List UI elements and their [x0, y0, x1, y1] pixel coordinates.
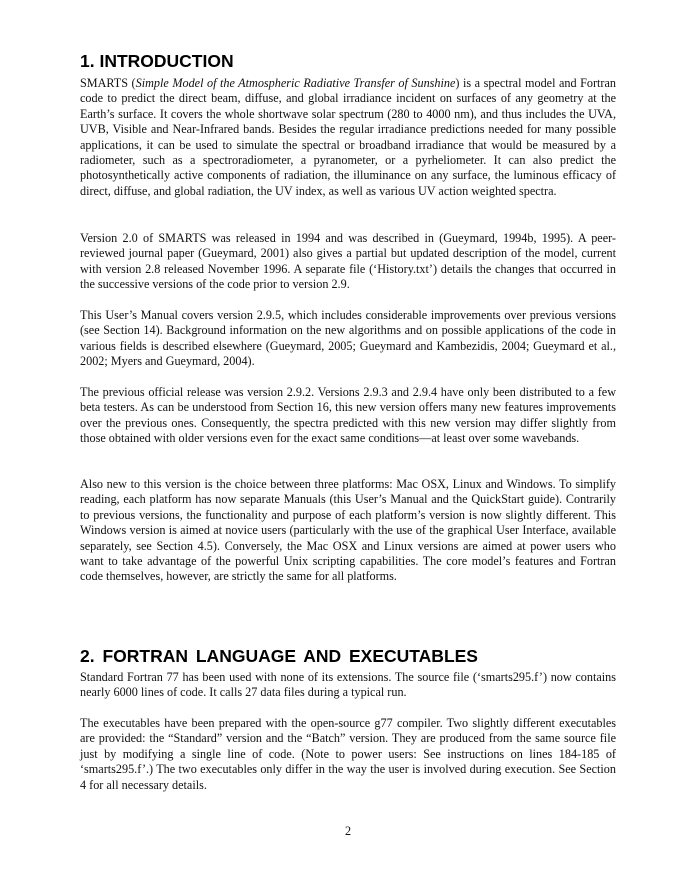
paragraph-fortran-1: Standard Fortran 77 has been used with none of its extensions. The source file (‘smarts295.f’) now contains nearly 6000 lines of code. It calls 27 data files during a typical run.: [80, 670, 616, 700]
section-heading-introduction: 1. INTRODUCTION: [80, 51, 234, 71]
paragraph-intro-2: Version 2.0 of SMARTS was released in 1994 and was described in (Gueymard, 1994b, 1995). A peer-reviewed journal paper (Gueymard, 2001) also gives a partial but updated description of the model, current with version 2.8 released November 1996. A separate file (‘History.txt’) details the changes that occurred in the successive versions of the code prior to version 2.9.: [80, 231, 616, 292]
paragraph-intro-3: This User’s Manual covers version 2.9.5, which includes considerable improvements over previous versions (see Section 14). Background information on the new algorithms and on possible applications of the code in various fields is described elsewhere (Gueymard, 2005; Gueymard and Kambezidis, 2004; Gueymard et al., 2002; Myers and Gueymard, 2004).: [80, 308, 616, 369]
paragraph-intro-4: The previous official release was version 2.9.2. Versions 2.9.3 and 2.9.4 have only been distributed to a few beta testers. As can be understood from Section 16, this new version offers many new features improvements over the previous ones. Consequently, the spectra predicted with this new version may differ slightly from those obtained with older versions even for the exact same conditions—at least over some wavebands.: [80, 385, 616, 446]
paragraph-intro-1-prefix: SMARTS (: [80, 76, 136, 90]
paragraph-intro-1: [80, 76, 616, 199]
page-number: 2: [344, 824, 352, 838]
paragraph-fortran-2: The executables have been prepared with the open-source g77 compiler. Two slightly different executables are provided: the “Standard” version and the “Batch” version. They are produced from the same source file just by modifying a single line of code. (Note to power users: See instructions on lines 184-185 of ‘smarts295.f’.) The two executables only differ in the way the user is involved during execution. See Section 4 for all necessary details.: [80, 716, 616, 792]
paragraph-intro-5: Also new to this version is the choice between three platforms: Mac OSX, Linux and Windows. To simplify reading, each platform has now separate Manuals (this User’s Manual and the QuickStart guide). Contrarily to previous versions, the functionality and purpose of each platform’s version is now slightly different. This Windows version is aimed at novice users (particularly with the use of the graphical User Interface, available separately, see Section 4.5). Conversely, the Mac OSX and Linux versions are aimed at power users who want to take advantage of the powerful Unix scripting capabilities. The core model’s features and Fortran code themselves, however, are strictly the same for all platforms.: [80, 477, 616, 584]
paragraph-intro-1-suffix: ) is a spectral model and Fortran code to predict the direct beam, diffuse, and global irradiance incident on surfaces of any geometry at the Earth’s surface. It covers the whole shortwave solar spectrum (280 to 4000 nm), and thus includes the UVA, UVB, Visible and Near-Infrared bands. Besides the regular irradiance predictions needed for many possible applications, it can be used to simulate the spectral or broadband irradiance that would be measured by a radiometer, such as a spectroradiometer, a pyranometer, or a pyrheliometer. It can also predict the photosynthetically active components of radiation, the illuminance on any surface, the luminous efficacy of direct, diffuse, and global radiation, the UV index, as well as various UV action weighted spectra.: [80, 76, 616, 198]
section-heading-fortran: 2. FORTRAN LANGUAGE AND EXECUTABLES: [80, 646, 478, 666]
smarts-full-name: Simple Model of the Atmospheric Radiative Transfer of Sunshine: [135, 76, 456, 90]
